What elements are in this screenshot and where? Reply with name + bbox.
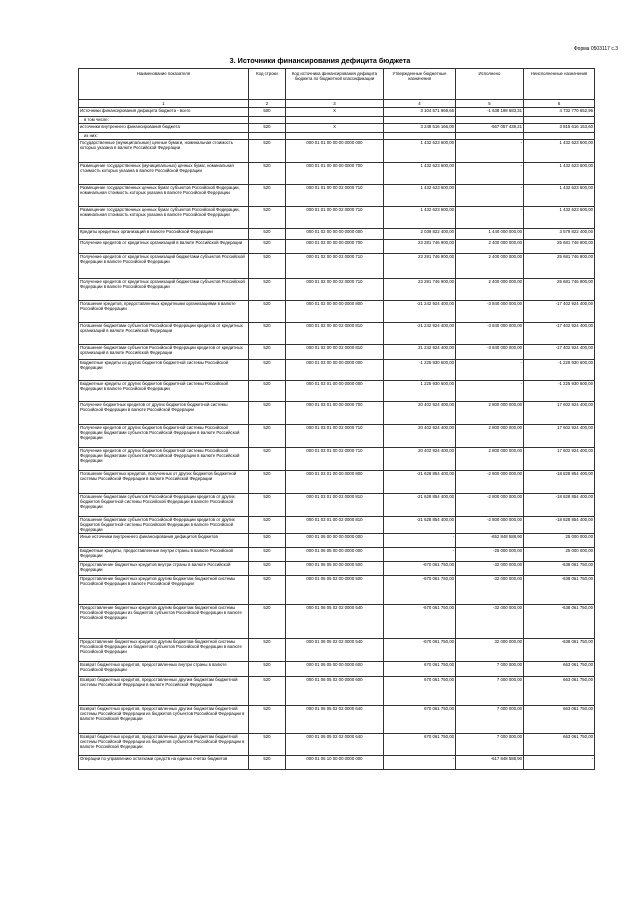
cell-source-code: 000 01 06 05 02 00 0000 500 (286, 576, 384, 605)
cell-indicator-name: Получение кредитов от других бюджетов бюджетной системы Российской Федерации бюджетами субъектов Российской Федерации в валюте Российской Федерации (79, 425, 249, 448)
cell-executed: -652 848 588,90 (456, 534, 524, 548)
cell-executed: -32 000 000,00 (456, 576, 524, 605)
table-row (79, 548, 595, 562)
cell-source-code: 000 01 01 00 00 02 0000 710 (286, 207, 384, 229)
cell-source-code: 000 01 06 00 00 00 0000 000 (286, 534, 384, 548)
cell-indicator-name: Получение кредитов от других бюджетов бюджетной системы Российской Федерации бюджетами субъектов Российской Федерации в валюте Российской Федерации (79, 448, 249, 471)
cell-row-code: 520 (249, 448, 286, 471)
cell-unexecuted: -18 828 854 400,00 (524, 471, 595, 494)
cell-row-code: 520 (249, 279, 286, 301)
cell-executed: -3 840 000 000,00 (456, 323, 524, 345)
cell-approved: - (384, 756, 456, 770)
column-header-unexecuted: Неисполненные назначения (524, 69, 595, 100)
cell-source-code: 000 01 03 01 00 02 0000 710 (286, 425, 384, 448)
cell-row-code (249, 133, 286, 140)
cell-approved: -670 061 750,00 (384, 562, 456, 576)
cell-executed: - (456, 360, 524, 381)
cell-approved: - (384, 534, 456, 548)
cell-unexecuted: -18 828 854 400,00 (524, 517, 595, 534)
cell-row-code: 520 (249, 517, 286, 534)
table-row (79, 360, 595, 381)
cell-source-code (286, 133, 384, 140)
cell-approved: 3 104 571 969,65 (384, 108, 456, 117)
cell-indicator-name: Бюджетные кредиты из других бюджетов бюджетной системы Российской Федерации (79, 360, 249, 381)
table-row (79, 301, 595, 323)
cell-approved: 670 061 750,00 (384, 662, 456, 677)
cell-source-code: 000 01 06 05 02 00 0000 600 (286, 677, 384, 706)
cell-source-code: 000 01 03 00 00 00 0000 000 (286, 360, 384, 381)
cell-approved: 23 281 746 900,00 (384, 279, 456, 301)
cell-row-code: 520 (249, 207, 286, 229)
form-code: Форма 0503117 с.3 (573, 46, 618, 52)
page-title: 3. Источники финансирования дефицита бюджета (229, 56, 411, 65)
cell-source-code: 000 01 03 01 00 02 0000 810 (286, 494, 384, 517)
table-row (79, 140, 595, 163)
cell-approved: 670 061 750,00 (384, 706, 456, 734)
cell-executed: -1 638 198 683,31 (456, 108, 524, 117)
cell-indicator-name: Предоставление бюджетных кредитов другим бюджетам бюджетной системы Российской Федерации в валюте Российской Федерации (79, 576, 249, 605)
cell-indicator-name: Бюджетные кредиты, предоставленные внутри страны в валюте Российской Федерации (79, 548, 249, 562)
cell-indicator-name: Кредиты кредитных организаций в валюте Российской Федерации (79, 229, 249, 240)
column-number: 3 (286, 100, 384, 108)
table-row (79, 471, 595, 494)
cell-unexecuted: 25 000 000,00 (524, 534, 595, 548)
cell-row-code: 520 (249, 706, 286, 734)
cell-row-code: 520 (249, 323, 286, 345)
cell-approved: 3 248 516 166,00 (384, 124, 456, 133)
cell-approved: -21 628 854 400,00 (384, 494, 456, 517)
cell-indicator-name: источники внутреннего финансирования бюджета (79, 124, 249, 133)
cell-source-code: 000 01 01 00 00 00 0000 000 (286, 140, 384, 163)
cell-approved: 1 225 930 600,00 (384, 381, 456, 402)
column-header-source-code: Код источника финансирования дефицита бюджета по бюджетной классификации (286, 69, 384, 100)
cell-approved: 1 432 623 600,00 (384, 207, 456, 229)
column-header-row-code: Код строки (249, 69, 286, 100)
cell-row-code: 520 (249, 494, 286, 517)
cell-row-code: 520 (249, 124, 286, 133)
cell-executed: 7 000 000,00 (456, 706, 524, 734)
financing-sources-table (78, 68, 595, 770)
cell-indicator-name: Погашение бюджетами субъектов Российской Федерации кредитов от других бюджетов бюджетной системы Российской Федерации в валюте Российской Федерации (79, 494, 249, 517)
cell-indicator-name: Размещение государственных ценных бумаг субъектов Российской Федерации, номинальная стоимость которых указана в валюте Российской Федерации (79, 207, 249, 229)
cell-row-code: 520 (249, 734, 286, 756)
cell-executed: 32 000 000,00 (456, 639, 524, 662)
cell-executed: -32 000 000,00 (456, 562, 524, 576)
cell-indicator-name: Бюджетные кредиты от других бюджетов бюджетной системы Российской Федерации в валюте Российской Федерации (79, 381, 249, 402)
cell-indicator-name: в том числе: (79, 117, 249, 124)
cell-executed: - (456, 140, 524, 163)
cell-approved: 21 242 924 400,00 (384, 345, 456, 360)
table-row (79, 756, 595, 770)
cell-executed: -2 800 000 000,00 (456, 471, 524, 494)
cell-source-code: 000 01 06 05 02 02 0000 640 (286, 734, 384, 756)
cell-indicator-name: Возврат бюджетных кредитов, предоставленных другим бюджетам бюджетной системы Российской Федерации в валюте Российской Федерации (79, 677, 249, 706)
cell-unexecuted: 1 432 623 600,00 (524, 163, 595, 185)
column-number: 5 (456, 100, 524, 108)
cell-indicator-name: Погашение бюджетами субъектов Российской Федерации кредитов от других бюджетов бюджетной системы Российской Федерации в валюте Российской Федерации (79, 517, 249, 534)
cell-unexecuted: -638 061 750,00 (524, 576, 595, 605)
cell-executed: 1 440 000 000,00 (456, 229, 524, 240)
cell-unexecuted (524, 133, 595, 140)
cell-unexecuted: 25 681 746 900,00 (524, 279, 595, 301)
cell-source-code: 000 01 06 05 02 02 0000 540 (286, 605, 384, 639)
cell-approved: 1 432 623 600,00 (384, 163, 456, 185)
cell-source-code: 000 01 03 01 00 00 0000 700 (286, 402, 384, 425)
cell-executed: -3 840 000 000,00 (456, 345, 524, 360)
cell-indicator-name: Получение кредитов от кредитных организаций бюджетами субъектов Российской Федерации в валюте Российской Федерации (79, 254, 249, 279)
cell-indicator-name: Возврат бюджетных кредитов, предоставленных внутри страны в валюте Российской Федерации (79, 662, 249, 677)
cell-source-code: X (286, 124, 384, 133)
cell-row-code (249, 117, 286, 124)
cell-executed: -2 800 000 000,00 (456, 517, 524, 534)
cell-unexecuted: -638 061 750,00 (524, 605, 595, 639)
cell-row-code: 520 (249, 548, 286, 562)
cell-source-code: 000 01 06 05 02 02 0000 640 (286, 706, 384, 734)
cell-source-code: 000 01 06 05 00 00 0000 500 (286, 562, 384, 576)
cell-source-code: 000 01 02 00 00 00 0000 000 (286, 229, 384, 240)
cell-executed: 2 400 000 000,00 (456, 254, 524, 279)
cell-indicator-name: Погашение бюджетами субъектов Российской Федерации кредитов от кредитных организаций в валюте Российской Федерации (79, 323, 249, 345)
cell-executed: 7 000 000,00 (456, 662, 524, 677)
column-number: 4 (384, 100, 456, 108)
cell-approved: 1 432 623 600,00 (384, 140, 456, 163)
table-row (79, 706, 595, 734)
cell-executed: - (456, 163, 524, 185)
cell-source-code: 000 01 02 00 00 02 0000 710 (286, 279, 384, 301)
cell-source-code: 000 01 01 00 00 00 0000 700 (286, 163, 384, 185)
table-row (79, 448, 595, 471)
cell-unexecuted: 663 061 750,00 (524, 706, 595, 734)
column-number: 2 (249, 100, 286, 108)
table-row (79, 576, 595, 605)
cell-approved: 20 402 924 400,00 (384, 402, 456, 425)
cell-approved: -670 061 750,00 (384, 639, 456, 662)
table-row (79, 185, 595, 207)
cell-unexecuted: 1 432 623 600,00 (524, 207, 595, 229)
cell-executed: - (456, 207, 524, 229)
cell-row-code: 520 (249, 360, 286, 381)
cell-executed: 7 000 000,00 (456, 677, 524, 706)
table-row (79, 494, 595, 517)
cell-executed (456, 133, 524, 140)
cell-executed: -25 000 000,00 (456, 548, 524, 562)
cell-row-code: 520 (249, 662, 286, 677)
cell-approved: 670 061 750,00 (384, 677, 456, 706)
cell-unexecuted: -638 061 750,00 (524, 562, 595, 576)
cell-unexecuted: 663 061 750,00 (524, 662, 595, 677)
table-row (79, 662, 595, 677)
column-number: 6 (524, 100, 595, 108)
cell-approved: -670 061 750,00 (384, 576, 456, 605)
cell-approved: 23 281 746 900,00 (384, 254, 456, 279)
cell-row-code: 520 (249, 562, 286, 576)
cell-indicator-name: Источники финансирования дефицита бюджета - всего (79, 108, 249, 117)
cell-executed: -32 000 000,00 (456, 605, 524, 639)
cell-approved (384, 117, 456, 124)
cell-approved: - (384, 548, 456, 562)
table-row (79, 425, 595, 448)
cell-indicator-name: Получение бюджетных кредитов от других бюджетов бюджетной системы Российской Федерации в валюте Российской Федерации (79, 402, 249, 425)
cell-unexecuted: 25 681 746 900,00 (524, 240, 595, 254)
column-number: 1 (79, 100, 249, 108)
table-row (79, 163, 595, 185)
cell-row-code: 520 (249, 576, 286, 605)
cell-indicator-name: Возврат бюджетных кредитов, предоставленных другим бюджетам бюджетной системы Российской Федерации из бюджетов субъектов Российской Федерации в валюте Российской Федерации (79, 734, 249, 756)
cell-source-code: X (286, 108, 384, 117)
table-row (79, 254, 595, 279)
cell-unexecuted: 3 579 822 400,00 (524, 229, 595, 240)
table-row (79, 605, 595, 639)
cell-executed: 7 000 000,00 (456, 734, 524, 756)
cell-executed: -3 840 000 000,00 (456, 301, 524, 323)
cell-row-code: 500 (249, 108, 286, 117)
cell-approved: 1 432 623 600,00 (384, 185, 456, 207)
cell-indicator-name: Предоставление бюджетных кредитов внутри страны в валюте Российской Федерации (79, 562, 249, 576)
cell-unexecuted: -1 225 930 600,00 (524, 360, 595, 381)
table-row (79, 323, 595, 345)
cell-indicator-name: Возврат бюджетных кредитов, предоставленных другим бюджетам бюджетной системы Российской Федерации из бюджетов субъектов Российской Федерации в валюте Российской Федерации (79, 706, 249, 734)
cell-approved: -670 061 750,00 (384, 605, 456, 639)
cell-source-code: 000 01 06 10 00 00 0000 000 (286, 756, 384, 770)
cell-executed: -2 800 000 000,00 (456, 494, 524, 517)
column-header-approved: Утвержденные бюджетные назначения (384, 69, 456, 100)
cell-executed: 2 800 000 000,00 (456, 425, 524, 448)
column-header-executed: Исполнено (456, 69, 524, 100)
cell-row-code: 520 (249, 163, 286, 185)
cell-unexecuted: 3 815 616 153,60 (524, 124, 595, 133)
cell-unexecuted: 663 061 750,00 (524, 677, 595, 706)
cell-approved: -21 628 854 400,00 (384, 517, 456, 534)
cell-executed: 2 800 000 000,00 (456, 402, 524, 425)
table-row (79, 133, 595, 140)
table-row (79, 381, 595, 402)
cell-unexecuted: 25 681 746 900,00 (524, 254, 595, 279)
cell-row-code: 520 (249, 534, 286, 548)
table-row (79, 117, 595, 124)
cell-approved: 2 039 822 400,00 (384, 229, 456, 240)
cell-row-code: 520 (249, 381, 286, 402)
cell-executed: - (456, 381, 524, 402)
table-body (79, 108, 595, 770)
table-row (79, 124, 595, 133)
cell-source-code: 000 01 02 00 00 00 0000 700 (286, 240, 384, 254)
table-row (79, 207, 595, 229)
table-row (79, 240, 595, 254)
cell-indicator-name: Предоставление бюджетных кредитов другим бюджетам бюджетной системы Российской Федерации из бюджетов субъектов Российской Федерации в валюте Российской Федерации (79, 605, 249, 639)
cell-indicator-name: Погашение бюджетами субъектов Российской Федерации кредитов от кредитных организаций в валюте Российской Федерации (79, 345, 249, 360)
cell-source-code: 000 01 02 00 00 00 0000 800 (286, 301, 384, 323)
cell-unexecuted: 17 602 924 400,00 (524, 448, 595, 471)
cell-row-code: 520 (249, 756, 286, 770)
cell-source-code: 000 01 06 05 02 02 0000 540 (286, 639, 384, 662)
cell-approved: -21 242 924 400,00 (384, 323, 456, 345)
cell-unexecuted: 25 000 000,00 (524, 548, 595, 562)
table-row (79, 677, 595, 706)
cell-indicator-name: Размещение государственных ценных бумаг субъектов Российской Федерации, номинальная стоимость которых указана в валюте Российской Федерации (79, 185, 249, 207)
table-row (79, 639, 595, 662)
cell-row-code: 520 (249, 677, 286, 706)
cell-indicator-name: Погашение бюджетных кредитов, полученных от других бюджетов бюджетной системы Российской Федерации в валюте Российской Федерации (79, 471, 249, 494)
cell-indicator-name: из них: (79, 133, 249, 140)
cell-unexecuted: -17 402 924 400,00 (524, 301, 595, 323)
cell-executed: - (456, 185, 524, 207)
cell-approved: 20 402 924 400,00 (384, 448, 456, 471)
cell-approved: -21 242 924 400,00 (384, 301, 456, 323)
cell-approved: 23 281 746 900,00 (384, 240, 456, 254)
cell-indicator-name: Размещение государственных (муниципальных) ценных бумаг, номинальная стоимость которых указана в валюте Российской Федерации (79, 163, 249, 185)
cell-row-code: 520 (249, 254, 286, 279)
table-row (79, 108, 595, 117)
table-row (79, 562, 595, 576)
cell-indicator-name: Государственные (муниципальные) ценные бумаги, номинальная стоимость которых указана в валюте Российской Федерации (79, 140, 249, 163)
cell-executed: 2 400 000 000,00 (456, 240, 524, 254)
cell-source-code: 000 01 03 01 00 02 0000 810 (286, 517, 384, 534)
cell-unexecuted: -18 828 854 400,00 (524, 494, 595, 517)
cell-indicator-name: Предоставление бюджетных кредитов другим бюджетам бюджетной системы Российской Федерации из бюджетов субъектов Российской Федерации в валюте Российской Федерации (79, 639, 249, 662)
cell-indicator-name: Операции по управлению остатками средств на единых счетах бюджетов (79, 756, 249, 770)
cell-row-code: 520 (249, 402, 286, 425)
table-row (79, 279, 595, 301)
cell-executed: -567 057 439,21 (456, 124, 524, 133)
cell-row-code: 520 (249, 425, 286, 448)
cell-approved: 670 061 750,00 (384, 734, 456, 756)
cell-unexecuted: 1 432 623 600,00 (524, 185, 595, 207)
cell-unexecuted: 1 432 623 600,00 (524, 140, 595, 163)
cell-unexecuted: -1 225 930 600,00 (524, 381, 595, 402)
cell-source-code: 000 01 02 00 00 02 0000 710 (286, 254, 384, 279)
cell-source-code: 000 01 03 01 00 00 0000 800 (286, 471, 384, 494)
cell-approved (384, 133, 456, 140)
cell-source-code: 000 01 06 05 00 00 0000 000 (286, 548, 384, 562)
cell-source-code (286, 117, 384, 124)
cell-unexecuted: 17 602 924 400,00 (524, 425, 595, 448)
cell-row-code: 520 (249, 639, 286, 662)
cell-source-code: 000 01 06 05 00 00 0000 600 (286, 662, 384, 677)
cell-row-code: 520 (249, 185, 286, 207)
cell-row-code: 520 (249, 605, 286, 639)
column-header-name: Наименование показателя (79, 69, 249, 100)
cell-unexecuted: -17 402 924 400,00 (524, 345, 595, 360)
cell-source-code: 000 01 01 00 00 02 0000 710 (286, 185, 384, 207)
cell-source-code: 000 01 02 00 00 02 0000 810 (286, 323, 384, 345)
cell-approved: 20 402 924 400,00 (384, 425, 456, 448)
table-row (79, 345, 595, 360)
cell-row-code: 520 (249, 471, 286, 494)
cell-indicator-name: Получение кредитов от кредитных организаций в валюте Российской Федерации (79, 240, 249, 254)
cell-row-code: 520 (249, 240, 286, 254)
cell-source-code: 000 01 03 01 00 00 0000 000 (286, 381, 384, 402)
cell-indicator-name: Получение кредитов от кредитных организаций бюджетами субъектов Российской Федерации в валюте Российской Федерации (79, 279, 249, 301)
cell-unexecuted (524, 117, 595, 124)
table-row (79, 734, 595, 756)
cell-row-code: 520 (249, 140, 286, 163)
cell-executed: -617 848 588,90 (456, 756, 524, 770)
cell-indicator-name: Погашение кредитов, предоставленных кредитными организациями в валюте Российской Федерации (79, 301, 249, 323)
cell-executed (456, 117, 524, 124)
cell-executed: 2 800 000 000,00 (456, 448, 524, 471)
table-row (79, 517, 595, 534)
cell-approved: -21 628 854 400,00 (384, 471, 456, 494)
cell-row-code: 520 (249, 229, 286, 240)
cell-unexecuted: 4 732 770 652,96 (524, 108, 595, 117)
cell-source-code: 000 01 03 01 00 02 0000 710 (286, 448, 384, 471)
cell-indicator-name: Иные источники внутреннего финансирования дефицитов бюджетов (79, 534, 249, 548)
cell-unexecuted: -17 402 924 400,00 (524, 323, 595, 345)
table-row (79, 534, 595, 548)
cell-source-code: 000 01 02 00 00 02 0000 810 (286, 345, 384, 360)
table-row (79, 402, 595, 425)
cell-row-code: 520 (249, 345, 286, 360)
cell-unexecuted: 17 602 924 400,00 (524, 402, 595, 425)
cell-executed: 2 400 000 000,00 (456, 279, 524, 301)
cell-unexecuted: -638 061 750,00 (524, 639, 595, 662)
table-row (79, 229, 595, 240)
cell-approved: -1 225 930 600,00 (384, 360, 456, 381)
cell-unexecuted: - (524, 756, 595, 770)
cell-unexecuted: 663 061 750,00 (524, 734, 595, 756)
cell-row-code: 520 (249, 301, 286, 323)
